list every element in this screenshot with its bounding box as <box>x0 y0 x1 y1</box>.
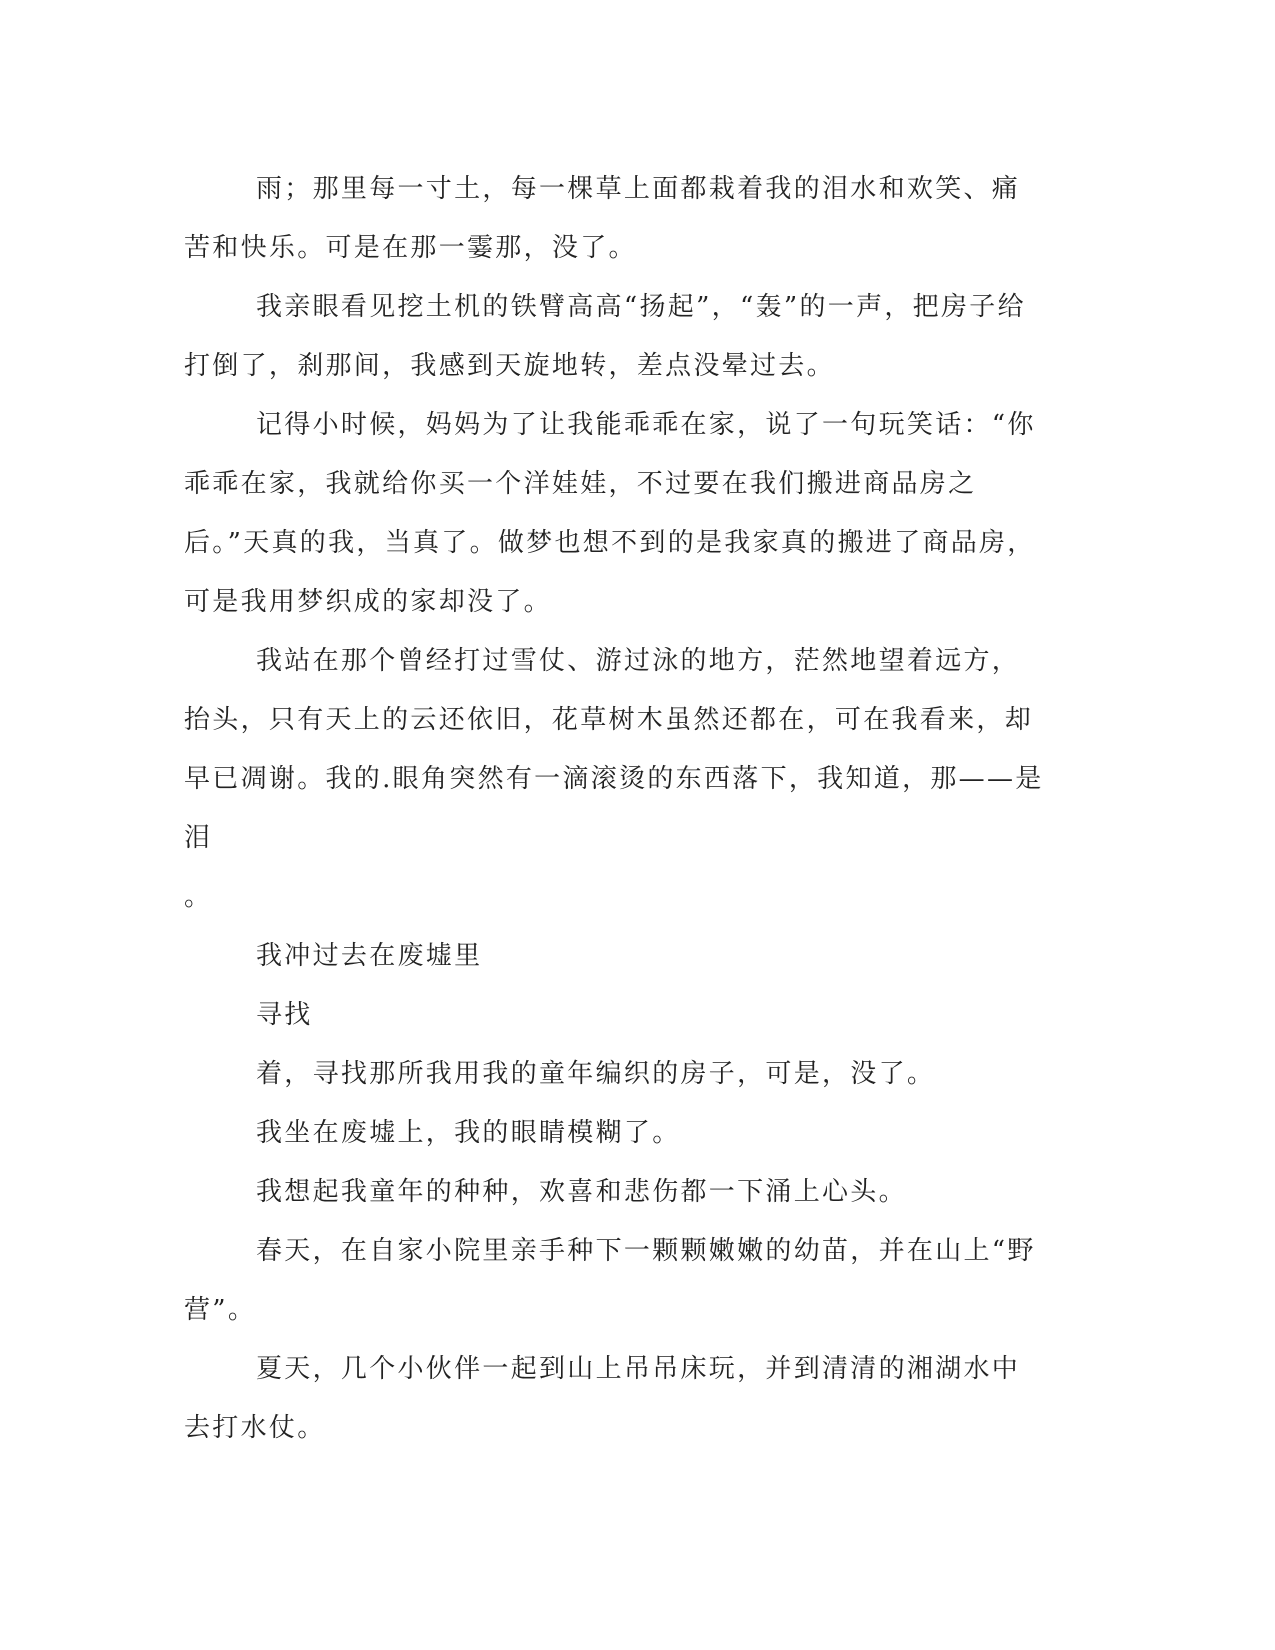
paragraph: 着，寻找那所我用我的童年编织的房子，可是，没了。 <box>256 1059 936 1089</box>
paragraph: 。 <box>184 882 213 912</box>
paragraph: 我坐在废墟上，我的眼睛模糊了。 <box>256 1118 681 1148</box>
paragraph: 我站在那个曾经打过雪仗、游过泳的地方，茫然地望着远方，抬头，只有天上的云还依旧，花草树木虽然还都在，可在我看来，却早已凋谢。我的.眼角突然有一滴滚烫的东西落下，我知道，那——是泪 <box>184 646 1044 853</box>
paragraph: 我想起我童年的种种，欢喜和悲伤都一下涌上心头。 <box>256 1177 907 1207</box>
paragraph: 我亲眼看见挖土机的铁臂高高“扬起”，“轰”的一声，把房子给打倒了，刹那间，我感到天旋地转，差点没晕过去。 <box>184 292 1026 381</box>
paragraph: 雨；那里每一寸土，每一棵草上面都栽着我的泪水和欢笑、痛苦和快乐。可是在那一霎那，没了。 <box>184 174 1021 263</box>
paragraph: 春天，在自家小院里亲手种下一颗颗嫩嫩的幼苗，并在山上“野营”。 <box>184 1236 1036 1325</box>
document-body <box>184 160 1044 1458</box>
paragraph: 夏天，几个小伙伴一起到山上吊吊床玩，并到清清的湘湖水中去打水仗。 <box>184 1354 1021 1443</box>
paragraph: 寻找 <box>256 1000 313 1030</box>
paragraph: 记得小时候，妈妈为了让我能乖乖在家，说了一句玩笑话：“你乖乖在家，我就给你买一个洋娃娃，不过要在我们搬进商品房之后。”天真的我，当真了。做梦也想不到的是我家真的搬进了商品房，可是我用梦织成的家却没了。 <box>184 410 1036 617</box>
paragraph: 我冲过去在废墟里 <box>256 941 483 971</box>
